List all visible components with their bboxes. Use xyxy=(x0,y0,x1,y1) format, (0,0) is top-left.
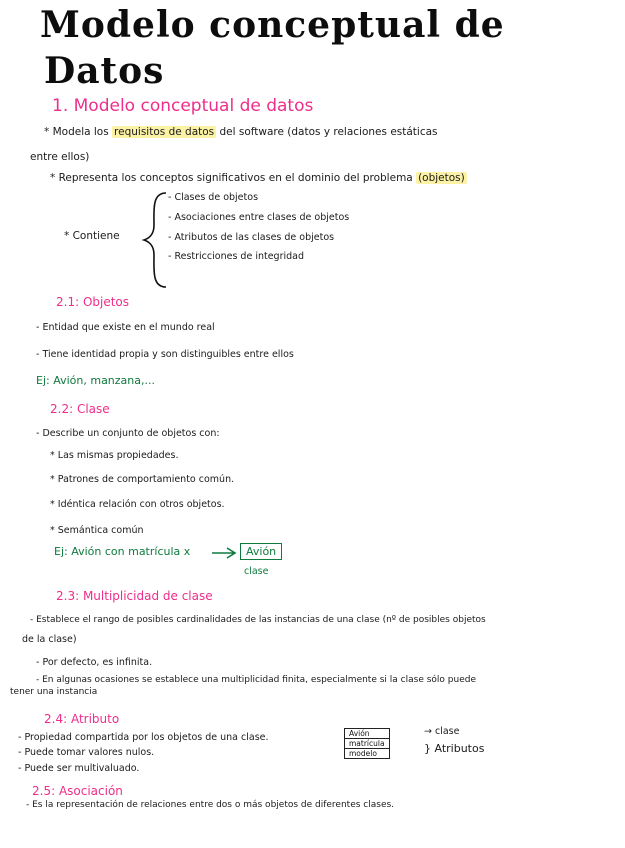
highlight: requisitos de datos xyxy=(114,126,215,138)
paragraph: - Establece el rango de posibles cardinalidades de las instancias de una clase (nº de posibles objetos xyxy=(30,615,486,625)
section-heading-2-5: 2.5: Asociación xyxy=(32,784,123,798)
list-item: - Tiene identidad propia y son distinguibles entre ellos xyxy=(36,349,294,360)
list-item: - Es la representación de relaciones entre dos o más objetos de diferentes clases. xyxy=(26,800,395,810)
list-item: - Puede tomar valores nulos. xyxy=(18,747,155,758)
example-class-box: Avión xyxy=(240,543,282,560)
list-item: - Restricciones de integridad xyxy=(168,251,305,262)
text: * Representa los conceptos significativos en el dominio del problema xyxy=(50,172,413,184)
section-heading-2-2: 2.2: Clase xyxy=(50,402,110,416)
paragraph-cont: entre ellos) xyxy=(30,151,90,163)
list-item: - Propiedad compartida por los objetos de una clase. xyxy=(18,732,269,743)
class-diagram-table xyxy=(344,728,390,759)
paragraph-cont: de la clase) xyxy=(22,634,77,645)
list-item: - Puede ser multivaluado. xyxy=(18,763,140,774)
paragraph-requisitos xyxy=(44,126,438,138)
highlight: (objetos) xyxy=(418,172,465,184)
contiene-label: * Contiene xyxy=(64,230,120,242)
label-atributos: } Atributos xyxy=(424,742,485,755)
section-heading-2-1: 2.1: Objetos xyxy=(56,295,130,309)
text: del software (datos y relaciones estáticas xyxy=(219,126,438,138)
paragraph: - Por defecto, es infinita. xyxy=(36,657,153,668)
list-item: - Asociaciones entre clases de objetos xyxy=(168,212,350,223)
arrow-right-icon xyxy=(210,546,240,560)
label-clase: → clase xyxy=(424,726,460,737)
attribute-cell: matrícula xyxy=(345,739,390,749)
paragraph-representa xyxy=(50,172,467,184)
section-heading-2-3: 2.3: Multiplicidad de clase xyxy=(56,589,213,603)
list-intro: - Describe un conjunto de objetos con: xyxy=(36,428,220,439)
brace-icon xyxy=(140,190,170,290)
attribute-cell: modelo xyxy=(345,749,390,759)
list-item: * Patrones de comportamiento común. xyxy=(50,474,235,485)
list-item: - Atributos de las clases de objetos xyxy=(168,232,335,243)
example-class-label: clase xyxy=(244,566,269,577)
page-title: Modelo conceptual de xyxy=(40,4,505,46)
example-text: Ej: Avión, manzana,... xyxy=(36,374,155,387)
example-text: Ej: Avión con matrícula x xyxy=(54,545,191,558)
text: * Modela los xyxy=(44,126,109,138)
list-item: * Idéntica relación con otros objetos. xyxy=(50,499,225,510)
paragraph-cont: tener una instancia xyxy=(10,687,98,697)
page-title-line2: Datos xyxy=(44,50,165,92)
list-item: * Las mismas propiedades. xyxy=(50,450,179,461)
class-name-cell: Avión xyxy=(345,729,390,739)
section-heading-1: 1. Modelo conceptual de datos xyxy=(52,96,314,116)
section-heading-2-4: 2.4: Atributo xyxy=(44,712,120,726)
paragraph: - En algunas ocasiones se establece una multiplicidad finita, especialmente si la clase sólo puede xyxy=(36,675,476,685)
list-item: - Clases de objetos xyxy=(168,192,259,203)
list-item: - Entidad que existe en el mundo real xyxy=(36,322,215,333)
list-item: * Semántica común xyxy=(50,525,144,536)
